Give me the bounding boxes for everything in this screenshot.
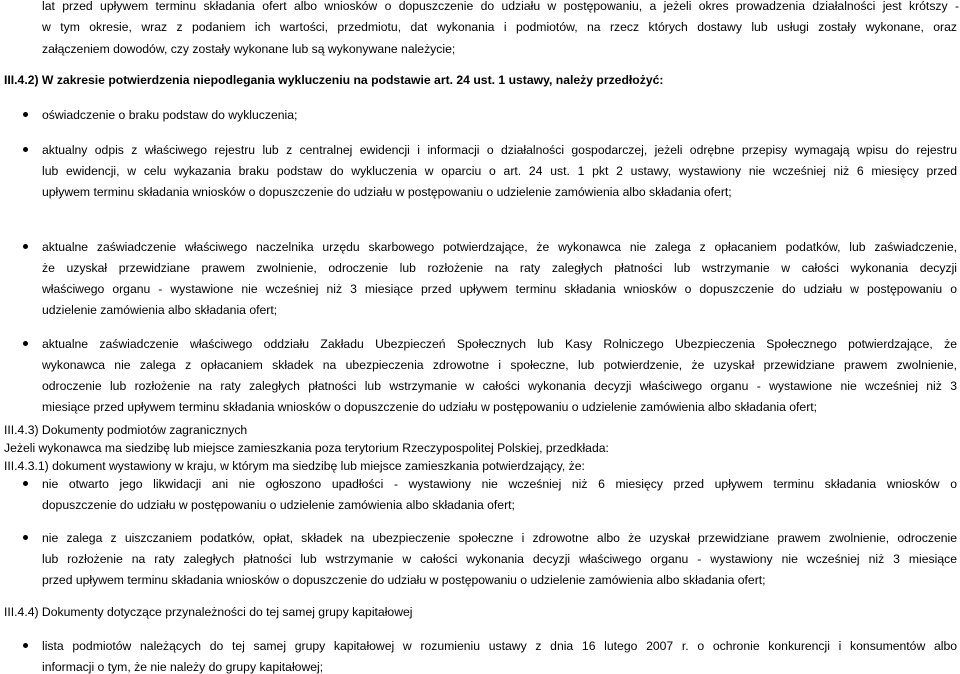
list-item-line: aktualne zaświadczenie właściwego oddziału Zakładu Ubezpieczeń Społecznych lub Kasy Rolniczego Ubezpieczenia Społecznego potwierdzające, że: [42, 337, 957, 351]
intro-line-2: w tym okresie, wraz z podaniem ich wartości, przedmiotu, dat wykonania i podmiotów, na rzecz których dostawy lub usługi zostały wykonane, oraz: [42, 20, 957, 34]
list-item-line: informacji o tym, że nie należy do grupy kapitałowej;: [42, 660, 324, 674]
sub-heading-iii-4-3-1: III.4.3.1) dokument wystawiony w kraju, w którym ma siedzibę lub miejsce zamieszkania potwierdzający, że:: [4, 459, 585, 473]
list-item-line: oświadczenie o braku podstaw do wykluczenia;: [42, 108, 298, 122]
list-item-line: upływem terminu składania wniosków o dopuszczenie do udziału w postępowaniu o udzielenie zamówienia albo składania ofert;: [42, 185, 732, 199]
list-item-line: że uzyskał przewidziane prawem zwolnienie, odroczenie lub rozłożenie na raty zaległych płatności lub wstrzymanie w całości wykonania decyzji: [42, 261, 957, 275]
list-item-line: udzielenie zamówienia albo składania ofert;: [42, 303, 278, 317]
intro-line-1: lat przed upływem terminu składania ofert albo wniosków o dopuszczenie do udziału w postępowaniu, a jeżeli okres prowadzenia działalności jest krótszy -: [42, 0, 959, 13]
list-item-line: wykonawca nie zalega z opłacaniem składek na ubezpieczenia zdrowotne i społeczne, lub potwierdzenie, że uzyskał przewidziane prawem zwolnienie,: [42, 358, 957, 372]
bullet-icon: [23, 244, 28, 249]
section-heading-iii-4-3: III.4.3) Dokumenty podmiotów zagranicznych: [4, 423, 248, 437]
list-item-line: dopuszczenie do udziału w postępowaniu o udzielenie zamówienia albo składania ofert;: [42, 498, 515, 512]
bullet-icon: [23, 112, 28, 117]
list-item-line: miesiące przed upływem terminu składania wniosków o dopuszczenie do udziału w postępowaniu o udzielenie zamówienia albo składania ofert;: [42, 400, 818, 414]
bullet-icon: [23, 535, 28, 540]
list-item-line: odroczenie lub rozłożenie na raty zaległych płatności lub wstrzymanie w całości wykonania decyzji właściwego organu - wystawione nie wcześniej niż 3: [42, 379, 957, 393]
bullet-icon: [23, 481, 28, 486]
list-item-line: lista podmiotów należących do tej samej grupy kapitałowej w rozumieniu ustawy z dnia 16 lutego 2007 r. o ochronie konkurencji i konsumentów albo: [42, 639, 957, 653]
section-intro-text: Jeżeli wykonawca ma siedzibę lub miejsce zamieszkania poza terytorium Rzeczypospolitej Polskiej, przedkłada:: [4, 441, 609, 455]
intro-line-3: załączeniem dowodów, czy zostały wykonane lub są wykonywane należycie;: [42, 42, 456, 56]
bullet-icon: [23, 147, 28, 152]
bullet-icon: [23, 643, 28, 648]
list-item-line: przed upływem terminu składania wniosków o dopuszczenie do udziału w postępowaniu o udzielenie zamówienia albo składania ofert;: [42, 573, 766, 587]
list-item-line: nie otwarto jego likwidacji ani nie ogłoszono upadłości - wystawiony nie wcześniej niż 6 miesięcy przed upływem terminu składania wniosków o: [42, 477, 957, 491]
list-item-line: lub ewidencji, w celu wykazania braku podstaw do wykluczenia w oparciu o art. 24 ust. 1 pkt 2 ustawy, wystawiony nie wcześniej niż 6 miesięcy przed: [42, 164, 957, 178]
bullet-icon: [23, 341, 28, 346]
section-heading-iii-4-4: III.4.4) Dokumenty dotyczące przynależności do tej samej grupy kapitałowej: [4, 605, 413, 619]
list-item-line: właściwego organu - wystawione nie wcześniej niż 3 miesiące przed upływem terminu składania wniosków o dopuszczenie do udziału w postępowaniu o: [42, 282, 957, 296]
list-item-line: aktualne zaświadczenie właściwego naczelnika urzędu skarbowego potwierdzające, że wykonawca nie zalega z opłacaniem podatków, lub zaświadczenie,: [42, 240, 957, 254]
list-item-line: lub rozłożenie na raty zaległych płatności lub wstrzymanie w całości wykonania decyzji właściwego organu - wystawiony nie wcześniej niż 3 miesiące: [42, 552, 957, 566]
list-item-line: nie zalega z uiszczaniem podatków, opłat, składek na ubezpieczenie społeczne i zdrowotne albo że uzyskał przewidziane prawem zwolnienie, odroczenie: [42, 531, 957, 545]
list-item-line: aktualny odpis z właściwego rejestru lub z centralnej ewidencji i informacji o działalności gospodarczej, jeżeli odrębne przepisy wymagają wpisu do rejestru: [42, 143, 957, 157]
section-heading-iii-4-2: III.4.2) W zakresie potwierdzenia niepodlegania wykluczeniu na podstawie art. 24 ust. 1 ustawy, należy przedłożyć:: [4, 73, 664, 87]
